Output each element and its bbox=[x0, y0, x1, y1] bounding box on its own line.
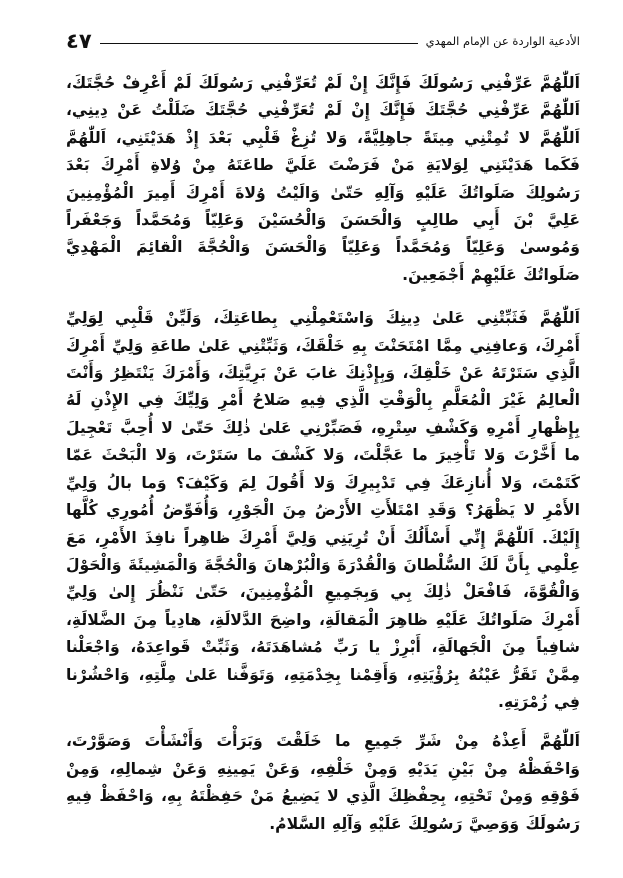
running-title: الأدعية الواردة عن الإمام المهدي bbox=[425, 34, 580, 48]
body-text bbox=[66, 70, 580, 848]
header-rule bbox=[100, 43, 418, 44]
paragraph-2: اَللّٰهُمَّ فَثَبِّتْنِي عَلىٰ دِينِكَ وَاسْتَعْمِلْنِي بِطاعَتِكَ، وَلَيِّنْ قَلْبِي لِوَلِيِّ أَمْرِكَ، وَعافِنِي مِمَّا امْتَحَنْتَ بِهِ خَلْقَكَ، وَثَبِّتْنِي عَلىٰ طاعَةِ وَلِيِّ أَمْرِكَ الَّذِي سَتَرْتَهُ عَنْ خَلْقِكَ، وَبِإِذْنِكَ غابَ عَنْ بَرِيَّتِكَ، وَأَمْرَكَ يَنْتَظِرُ وَأَنْتَ الْعالِمُ غَيْرَ الْمُعَلَّمِ بِالْوَقْتِ الَّذِي فِيهِ صَلاحُ أَمْرِ وَلِيِّكَ فِي الإِذْنِ لَهُ بِإِظْهارِ أَمْرِهِ وَكَشْفِ سِتْرِهِ، فَصَبِّرْنِي عَلىٰ ذٰلِكَ حَتّىٰ لا أُحِبَّ تَعْجِيلَ ما أَخَّرْتَ وَلا تَأْخِيرَ ما عَجَّلْتَ، وَلا كَشْفَ ما سَتَرْتَ، وَلا الْبَحْثَ عَمّا كَتَمْتَ، وَلا أُنازِعَكَ فِي تَدْبِيرِكَ وَلا أَقُولَ لِمَ وَكَيْفَ؟ وَما بالُ وَلِيِّ الأَمْرِ لا يَظْهَرُ؟ وَقَدِ امْتَلأَتِ الأَرْضُ مِنَ الْجَوْرِ، وَأُفَوِّضُ أُمُورِي كُلَّها إِلَيْكَ. اَللّٰهُمَّ إِنِّي أَسْأَلُكَ أَنْ تُرِيَنِي وَلِيَّ أَمْرِكَ ظاهِراً نافِذَ الأَمْرِ، مَعَ عِلْمِي بِأَنَّ لَكَ السُّلْطانَ وَالْقُدْرَةَ وَالْبُرْهانَ وَالْحُجَّةَ وَالْمَشِيئَةَ وَالْحَوْلَ وَالْقُوَّةَ، فَافْعَلْ ذٰلِكَ بِي وَبِجَمِيعِ الْمُؤْمِنِينَ، حَتّىٰ نَنْظُرَ إِلىٰ وَلِيِّ أَمْرِكَ صَلَواتُكَ عَلَيْهِ ظاهِرَ الْمَقالَةِ، واضِحَ الدَّلالَةِ، هادِياً مِنَ الضَّلالَةِ، شافِياً مِنَ الْجَهالَةِ، أَبْرِزْ يا رَبِّ مُشاهَدَتَهُ، وَثَبِّتْ قَواعِدَهُ، وَاجْعَلْنا مِمَّنْ تَقَرُّ عَيْنُهُ بِرُؤْيَتِهِ، وَأَقِمْنا بِخِدْمَتِهِ، وَتَوَفَّنا عَلىٰ مِلَّتِهِ، وَاحْشُرْنا فِي زُمْرَتِهِ. bbox=[66, 309, 580, 711]
paragraph-1: اَللّٰهُمَّ عَرِّفْنِي رَسُولَكَ فَإِنَّكَ إِنْ لَمْ تُعَرِّفْنِي رَسُولَكَ لَمْ أَعْرِفْ حُجَّتَكَ، اَللّٰهُمَّ عَرِّفْنِي حُجَّتَكَ فَإِنَّكَ إِنْ لَمْ تُعَرِّفْنِي حُجَّتَكَ ضَلَلْتُ عَنْ دِينِي، اَللّٰهُمَّ لا تُمِتْنِي مِيتَةً جاهِلِيَّةً، وَلا تُزِغْ قَلْبِي بَعْدَ إِذْ هَدَيْتَنِي، اَللّٰهُمَّ فَكَما هَدَيْتَنِي لِوَلايَةِ مَنْ فَرَضْتَ عَلَيَّ طاعَتَهُ مِنْ وُلاةِ أَمْرِكَ بَعْدَ رَسُولِكَ صَلَواتُكَ عَلَيْهِ وَآلِهِ حَتّىٰ وَالَيْتُ وُلاةَ أَمْرِكَ أَمِيرَ الْمُؤْمِنِينَ عَلِيَّ بْنَ أَبِي طالِبٍ وَالْحَسَنَ وَالْحُسَيْنَ وَعَلِيّاً وَمُحَمَّداً وَجَعْفَراً وَمُوسىٰ وَعَلِيّاً وَمُحَمَّداً وَعَلِيّاً وَالْحَسَنَ وَالْحُجَّةَ الْقائِمَ الْمَهْدِيَّ صَلَواتُكَ عَلَيْهِمْ أَجْمَعِينَ. bbox=[66, 74, 580, 284]
page-number: ٤٧ bbox=[66, 29, 92, 53]
paragraph-3: اَللّٰهُمَّ أَعِذْهُ مِنْ شَرِّ جَمِيعِ ما خَلَقْتَ وَبَرَأْتَ وَأَنْشَأْتَ وَصَوَّرْتَ، وَاحْفَظْهُ مِنْ بَيْنِ يَدَيْهِ وَمِنْ خَلْفِهِ، وَعَنْ يَمِينِهِ وَعَنْ شِمالِهِ، وَمِنْ فَوْقِهِ وَمِنْ تَحْتِهِ، بِحِفْظِكَ الَّذِي لا يَضِيعُ مَنْ حَفِظْتَهُ بِهِ، وَاحْفَظْ فِيهِ رَسُولَكَ وَوَصِيَّ رَسُولِكَ عَلَيْهِ وَآلِهِ السَّلامُ. bbox=[66, 732, 580, 833]
running-header bbox=[66, 28, 580, 54]
